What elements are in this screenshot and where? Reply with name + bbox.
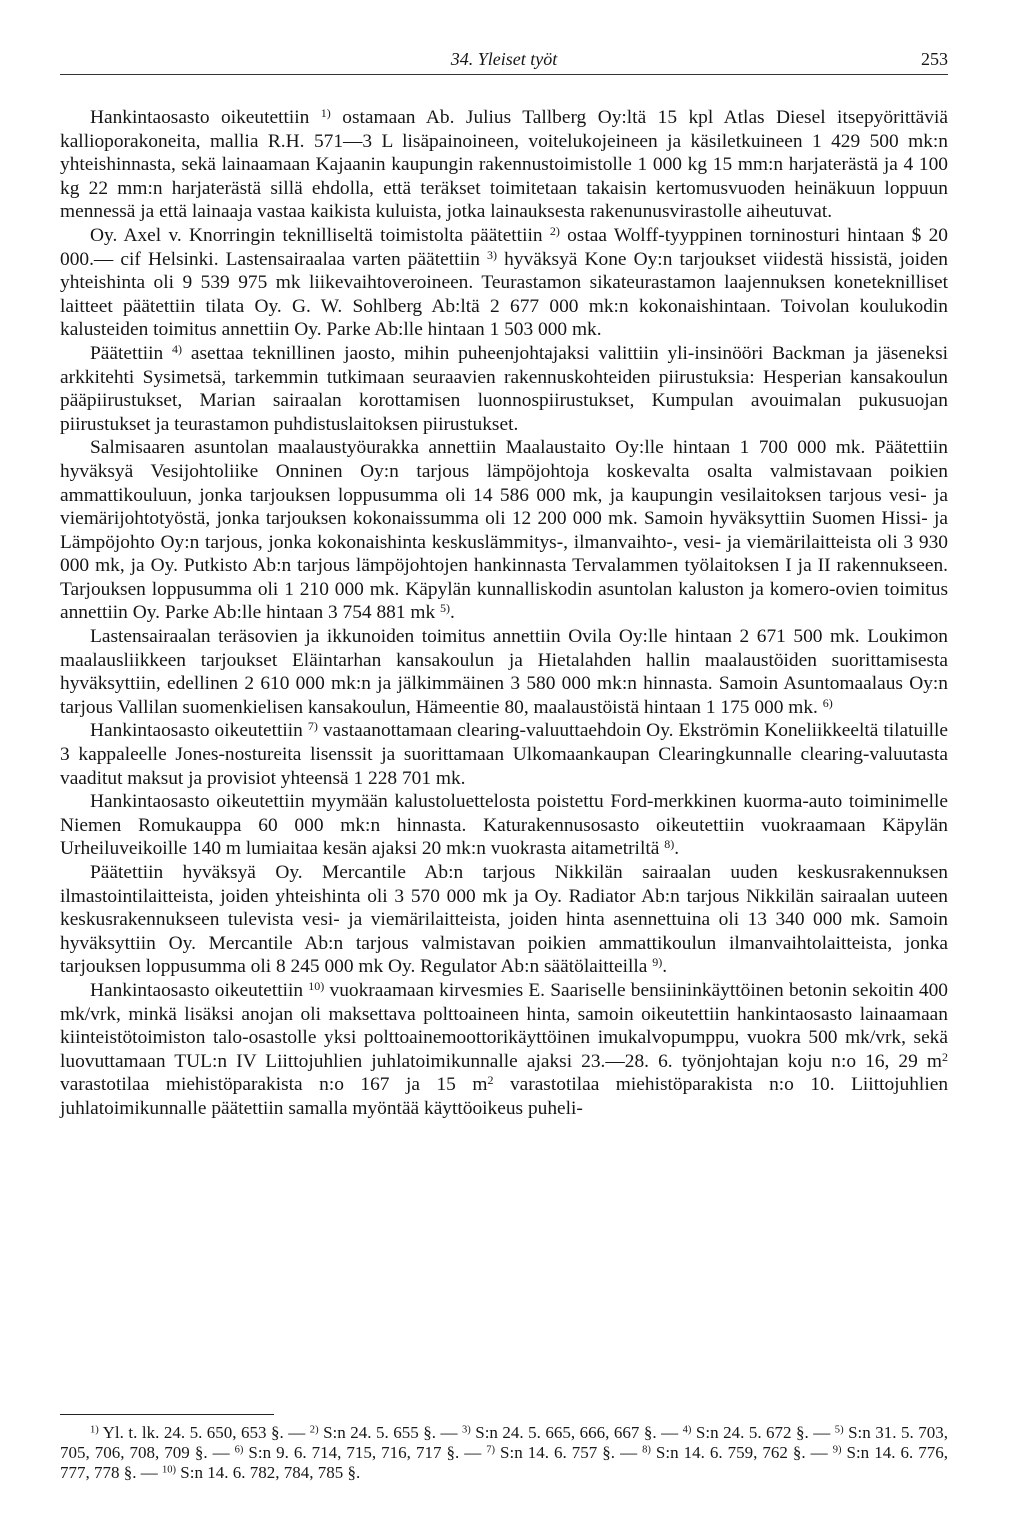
main-text: [60, 106, 948, 1121]
text-run: vastaanottamaan clearing-valuuttaehdoin Oy. Ekströmin Koneliikkeeltä tilatuille 3 kappaleelle Jones-nostureita lisenssit ja suorittamaan Ulkomaankaupan Clearingkunnalle clearing-valuutasta vaaditut maksut ja provisiot yhteensä 1 228 701 mk.: [60, 720, 948, 789]
text-run: S:n 14. 6. 759, 762 §. —: [650, 1443, 833, 1462]
paragraph: [60, 790, 948, 861]
text-run: S:n 14. 6. 776, 777, 778 §. —: [60, 1443, 948, 1482]
footnote-ref: 5): [440, 601, 451, 616]
text-run: Lastensairaalan teräsovien ja ikkunoiden toimitus annettiin Ovila Oy:lle hintaan 2 671 500 mk. Loukimon maalausliikkeen tarjoukset Eläintarhan kansakoulun ja Hietalahden hallin maalaustöiden suorittamisesta hyväksyttiin, edellinen 2 610 000 mk:n ja jälkimmäinen 3 580 000 mk:n hinnasta. Samoin Asuntomaalaus Oy:n tarjous Vallilan suomenkielisen kansakoulun, Hämeentie 80, maalaustöistä hintaan 1 175 000 mk.: [60, 626, 948, 718]
paragraph: [60, 342, 948, 436]
paragraph: [60, 861, 948, 979]
footnote-ref: 2: [487, 1073, 494, 1088]
footnote-ref: 7): [307, 719, 318, 734]
text-run: .: [674, 838, 680, 860]
text-run: S:n 24. 5. 665, 666, 667 §. —: [470, 1423, 683, 1442]
footnote-list: [60, 1423, 948, 1483]
footnote-ref: 3): [461, 1424, 471, 1436]
footnote-ref: 9): [832, 1444, 842, 1456]
text-run: ostaa Wolff-tyyppinen torninosturi hintaan $ 20 000.— cif Helsinki. Lastensairaalaa varten päätettiin: [60, 224, 948, 270]
paragraph: [60, 224, 948, 342]
footnote-ref: 3): [487, 247, 498, 262]
footnote-ref: 10): [162, 1464, 177, 1476]
section-title: 34. Yleiset työt: [450, 49, 558, 69]
footnote-ref: 6): [234, 1444, 244, 1456]
text-run: S:n 31. 5. 703, 705, 706, 708, 709 §. —: [60, 1423, 948, 1462]
paragraph: [60, 979, 948, 1121]
text-run: Yl. t. lk. 24. 5. 650, 653 §. —: [98, 1423, 310, 1442]
text-run: S:n 24. 5. 655 §. —: [318, 1423, 462, 1442]
page-number: 253: [921, 49, 948, 69]
footnote-ref: 5): [834, 1424, 844, 1436]
paragraph: [60, 436, 948, 625]
footnote-ref: 1): [320, 106, 331, 120]
running-header: [60, 46, 948, 75]
text-run: S:n 24. 5. 672 §. —: [691, 1423, 835, 1442]
text-run: Päätettiin: [90, 342, 173, 364]
paragraph: [60, 625, 948, 719]
footnote-ref: 4): [172, 341, 183, 356]
footnote-ref: 2: [941, 1049, 948, 1064]
text-run: .: [662, 956, 668, 978]
text-run: Päätettiin hyväksyä Oy. Mercantile Ab:n tarjous Nikkilän sairaalan uuden keskusrakennuksen ilmastointilaitteista, joiden yhteishinta oli 3 570 000 mk ja Oy. Radiator Ab:n tarjous Nikkilän sairaalan uuteen keskusrakennukseen tulevista vesi- ja viemärilaitteista, joiden hinta asennettuina oli 13 340 000 mk. Samoin hyväksyttiin Oy. Mercantile Ab:n tarjous valmistavan poikien ammattikoulun ilmanvaihtolaitteista, jonka tarjouksen loppusumma oli 8 245 000 mk Oy. Regulator Ab:n säätölaitteilla: [60, 862, 948, 978]
footnote-ref: 2): [549, 223, 560, 238]
footnote-ref: 1): [90, 1424, 99, 1436]
text-run: varastotilaa miehistöparakista n:o 167 ja 15 m: [60, 1074, 488, 1096]
text-run: Hankintaosasto oikeutettiin: [90, 720, 308, 742]
text-run: S:n 9. 6. 714, 715, 716, 717 §. —: [243, 1443, 487, 1462]
footnote-ref: 7): [486, 1444, 496, 1456]
paragraph: [60, 106, 948, 224]
text-run: vuokraamaan kirvesmies E. Saariselle bensiininkäyttöinen betonin sekoitin 400 mk/vrk, minkä lisäksi anojan oli maksettava polttoaineen hinta, samoin oikeutettiin hankintaosasto lainaamaan kiinteistötoimiston talo-osastolle yksi polttoainemoottorikäyttöinen imukalvopumppu, vuokra 500 mk/vrk, sekä luovuttamaan TUL:n IV Liittojuhlien juhlatoimikunnalle ajaksi 23.—28. 6. työnjohtajan koju n:o 16, 29 m: [60, 979, 948, 1072]
text-run: Salmisaaren asuntolan maalaustyöurakka annettiin Maalaustaito Oy:lle hintaan 1 700 000 mk. Päätettiin hyväksyä Vesijohtoliike Onninen Oy:n tarjous lämpöjohtoja koskevalta osalta valmistavaan poikien ammattikouluun, jonka tarjouksen loppusumma oli 14 586 000 mk, ja kaupungin vesilaitoksen tarjous vesi- ja viemärijohtotyöstä, jonka tarjouksen kokonaissumma oli 12 200 000 mk. Samoin hyväksyttiin Suomen Hissi- ja Lämpöjohto Oy:n tarjous, jonka kokonaishinta keskuslämmitys-, ilmanvaihto-, vesi- ja viemärilaitteista oli 3 930 000 mk, ja Oy. Putkisto Ab:n tarjous lämpöjohtojen hankinnasta Tervalammen työlaitoksen I ja II rakennukseen. Tarjouksen loppusumma oli 1 210 000 mk. Käpylän kunnalliskodin asuntolan kaluston ja komero-ovien toimitus annettiin Oy. Parke Ab:lle hintaan 3 754 881 mk: [60, 437, 948, 624]
text-run: Hankintaosasto oikeutettiin myymään kalustoluettelosta poistettu Ford-merkkinen kuorma-auto toiminimelle Niemen Romukauppa 60 000 mk:n hinnasta. Katurakennusosasto oikeutettiin vuokraamaan Käpylän Urheiluveikoille 140 m lumiaitaa kesän ajaksi 20 mk:n vuokrasta aitametriltä: [60, 791, 948, 860]
text-run: hyväksyä Kone Oy:n tarjoukset viidestä hissistä, joiden yhteishinta oli 9 539 975 mk liikevaihtoveroineen. Teurastamon sikateurastamon laajennuksen koneteknilliset laitteet päätettiin tilata Oy. G. W. Sohlberg Ab:ltä 2 677 000 mk:n kokonaishintaan. Toivolan koulukodin kalusteiden toimitus annettiin Oy. Parke Ab:lle hintaan 1 503 000 mk.: [60, 248, 948, 341]
text-run: ostamaan Ab. Julius Tallberg Oy:ltä 15 kpl Atlas Diesel itsepyörittäviä kallioporakoneita, mallia R.H. 571—3 L lisäpainoineen, voitelukojeineen ja käsiletkuineen 1 429 500 mk:n yhteishinnasta, sekä lainaamaan Kajaanin kaupungin rakennustoimistolle 1 000 kg 15 mm:n harjaterästä ja 4 100 kg 22 mm:n harjaterästä sillä ehdolla, että teräkset toimitetaan takaisin kertomusvuoden heinäkuun loppuun mennessä ja että lainaaja vastaa kaikista kuluista, jotka lainauksesta rakenunusvirastolle aiheutuvat.: [60, 107, 948, 223]
text-run: S:n 14. 6. 782, 784, 785 §.: [176, 1463, 361, 1482]
footnote-ref: 9): [652, 955, 663, 970]
footnote-ref: 2): [309, 1424, 319, 1436]
footnote-ref: 8): [642, 1444, 651, 1456]
text-run: Hankintaosasto oikeutettiin: [90, 979, 309, 1001]
text-run: Oy. Axel v. Knorringin teknilliseltä toimistolta päätettiin: [90, 224, 550, 246]
footnotes: [60, 1423, 948, 1483]
text-run: S:n 14. 6. 757 §. —: [495, 1443, 643, 1462]
footnote-ref: 6): [822, 695, 833, 710]
footnote-ref: 10): [308, 978, 325, 993]
footnote-ref: 4): [682, 1424, 692, 1436]
footnote-rule: [60, 1414, 274, 1415]
footnote-ref: 8): [664, 837, 675, 852]
paragraph: [60, 719, 948, 790]
text-run: .: [450, 602, 455, 624]
text-run: varastotilaa miehistöparakista n:o 10. Liittojuhlien juhlatoimikunnalle päätettiin samalla myöntää käyttöoikeus puheli-: [60, 1074, 949, 1119]
text-run: asettaa teknillinen jaosto, mihin puheenjohtajaksi valittiin yli-insinööri Backman ja jäseneksi arkkitehti Sysimetsä, tarkemmin tutkimaan seuraavien rakennuskohteiden piirustuksia: Hesperian kansakoulun pääpiirustukset, Marian sairaalan korottamisen luonnospiirustukset, Kumpulan avouimalan pukusuojan piirustukset ja teurastamon puhdistuslaitoksen piirustukset.: [60, 342, 948, 435]
text-run: Hankintaosasto oikeutettiin: [90, 107, 321, 128]
